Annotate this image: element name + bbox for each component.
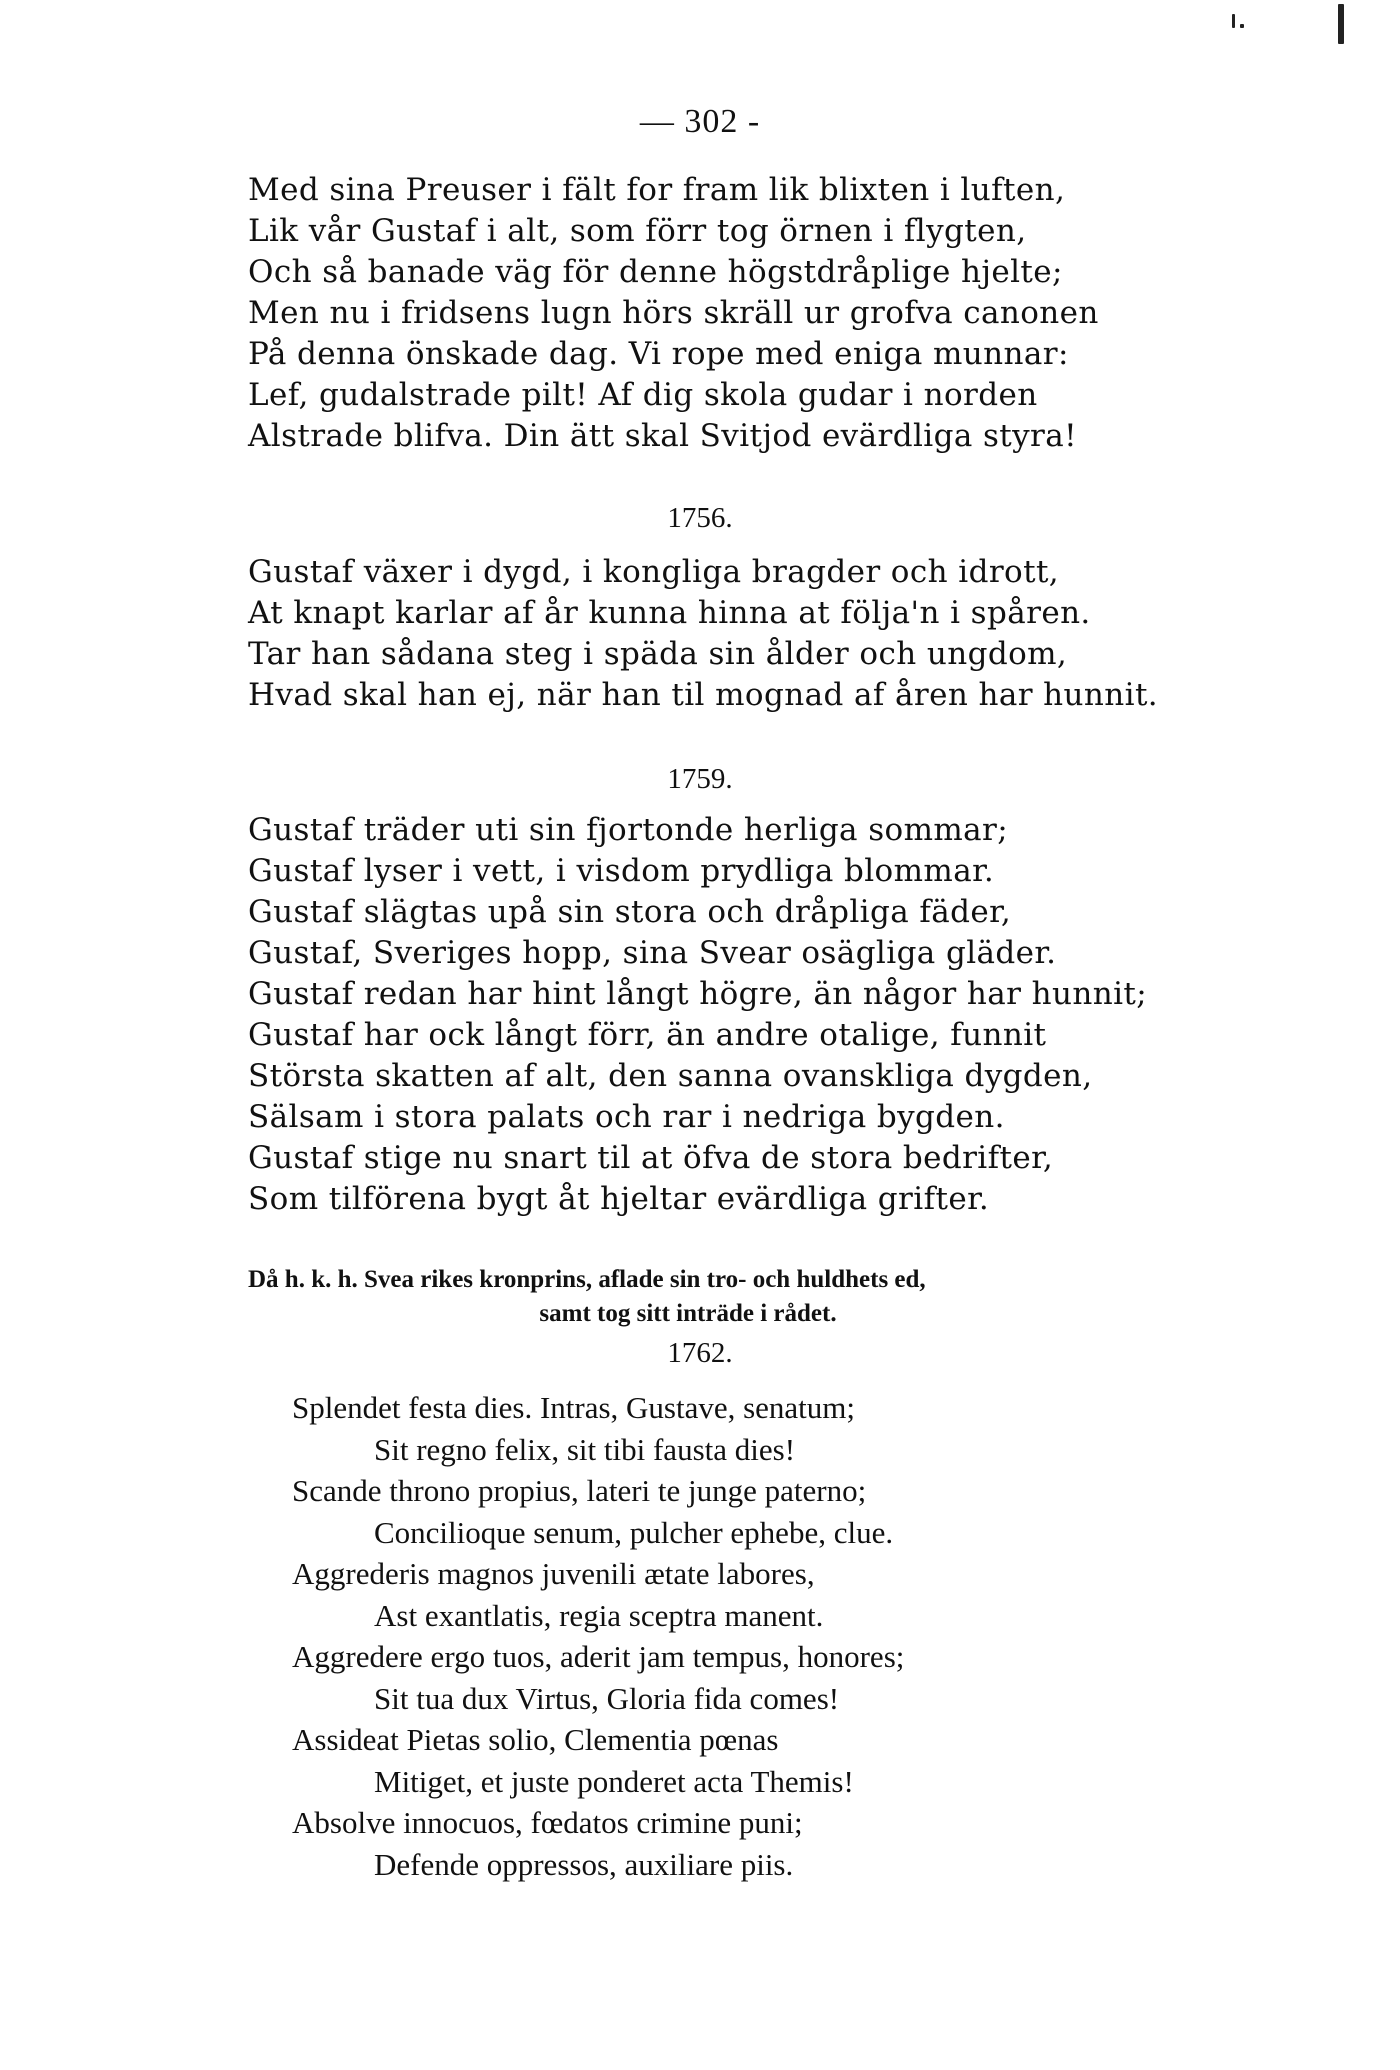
verse-line: Gustaf, Sveriges hopp, sina Svear osägliga gläder.: [248, 935, 1057, 971]
verse-line: Hvad skal han ej, när han til mognad af åren har hunnit.: [248, 677, 1159, 713]
verse-line: Alstrade blifva. Din ätt skal Svitjod evärdliga styra!: [248, 418, 1077, 454]
verse-line: At knapt karlar af år kunna hinna at följa'n i spåren.: [248, 595, 1091, 631]
scan-artifact: [1240, 24, 1244, 28]
verse-line: Lef, gudalstrade pilt! Af dig skola gudar i norden: [248, 377, 1038, 413]
year-heading: 1756.: [667, 502, 733, 534]
verse-line: Absolve innocuos, fœdatos crimine puni;: [292, 1805, 803, 1840]
verse-line: Aggrederis magnos juvenili ætate labores,: [292, 1556, 815, 1591]
verse-line: Och så banade väg för denne högstdråplige hjelte;: [248, 254, 1063, 290]
verse-line: Gustaf redan har hint långt högre, än någor har hunnit;: [248, 976, 1148, 1012]
verse-line-indented: Sit tua dux Virtus, Gloria fida comes!: [374, 1680, 840, 1716]
latin-stanza: [292, 1387, 1192, 1885]
verse-line-indented: Sit regno felix, sit tibi fausta dies!: [374, 1431, 796, 1467]
verse-line-indented: Concilioque senum, pulcher ephebe, clue.: [374, 1514, 894, 1550]
scan-artifact: [1338, 4, 1344, 44]
section-heading: [248, 1263, 1248, 1331]
page-number: — 302 -: [639, 103, 761, 140]
verse-line: Lik vår Gustaf i alt, som förr tog örnen i flygten,: [248, 213, 1027, 249]
verse-line: Sälsam i stora palats och rar i nedriga bygden.: [248, 1099, 1005, 1135]
scan-artifact: [1232, 14, 1235, 28]
verse-line-indented: Ast exantlatis, regia sceptra manent.: [374, 1597, 824, 1633]
verse-line: Aggredere ergo tuos, aderit jam tempus, honores;: [292, 1639, 905, 1674]
verse-line: Som tilförena bygt åt hjeltar evärdliga grifter.: [248, 1181, 990, 1217]
verse-line-indented: Mitiget, et juste ponderet acta Themis!: [374, 1763, 854, 1799]
verse-line: Tar han sådana steg i späda sin ålder och ungdom,: [248, 636, 1068, 672]
year-heading: 1762.: [667, 1337, 733, 1369]
verse-line: Gustaf har ock långt förr, än andre otalige, funnit: [248, 1017, 1047, 1053]
verse-line: Gustaf växer i dygd, i kongliga bragder och idrott,: [248, 554, 1060, 590]
stanza-1: [248, 170, 1248, 457]
verse-line: Assideat Pietas solio, Clementia pœnas: [292, 1722, 779, 1757]
verse-line: Men nu i fridsens lugn hörs skräll ur grofva canonen: [248, 295, 1099, 331]
verse-line-indented: Defende oppressos, auxiliare piis.: [374, 1846, 794, 1882]
heading-line: Då h. k. h. Svea rikes kronprins, aflade sin tro- och huldhets ed,: [248, 1266, 926, 1293]
verse-line: Gustaf slägtas upå sin stora och dråpliga fäder,: [248, 894, 1012, 930]
stanza-2: [248, 552, 1248, 716]
verse-line: Gustaf lyser i vett, i visdom prydliga blommar.: [248, 853, 995, 889]
verse-line: Gustaf stige nu snart til at öfva de stora bedrifter,: [248, 1140, 1054, 1176]
verse-line: Scande throno propius, lateri te junge paterno;: [292, 1473, 867, 1508]
verse-line: Med sina Preuser i fält for fram lik blixten i luften,: [248, 172, 1066, 208]
verse-line: Splendet festa dies. Intras, Gustave, senatum;: [292, 1390, 856, 1425]
verse-line: Gustaf träder uti sin fjortonde herliga sommar;: [248, 812, 1009, 848]
year-heading: 1759.: [667, 763, 733, 795]
heading-line: samt tog sitt inträde i rådet.: [539, 1300, 837, 1327]
stanza-3: [248, 810, 1248, 1220]
verse-line: På denna önskade dag. Vi rope med eniga munnar:: [248, 336, 1069, 372]
verse-line: Största skatten af alt, den sanna ovanskliga dygden,: [248, 1058, 1093, 1094]
